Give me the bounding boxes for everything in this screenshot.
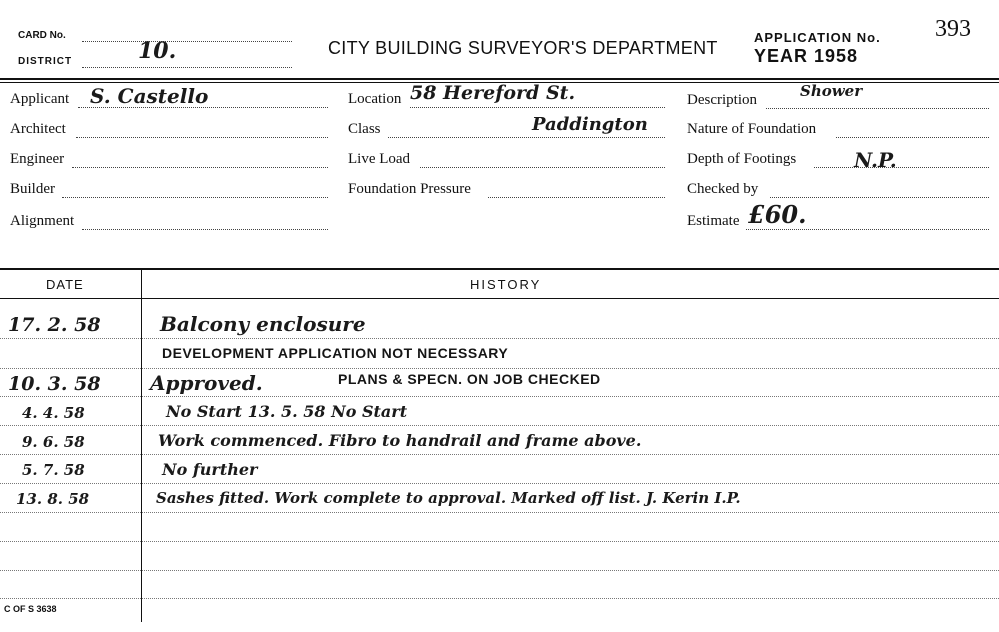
history-top-rule — [0, 268, 999, 270]
estimate-label: Estimate — [687, 213, 740, 229]
live-load-label: Live Load — [348, 151, 411, 167]
location-label: Location — [348, 91, 402, 107]
builder-line — [62, 197, 328, 198]
district-label: DISTRICT — [18, 56, 73, 67]
history-date: 13. 8. 58 — [16, 490, 90, 508]
row-rule — [0, 570, 999, 571]
top-rule — [0, 78, 999, 80]
plans-checked-stamp: PLANS & SPECN. ON JOB CHECKED — [338, 371, 601, 387]
application-number: 393 — [935, 16, 971, 42]
builder-label: Builder — [10, 181, 55, 197]
location-value: 58 Hereford St. — [410, 82, 576, 104]
row-rule — [0, 454, 999, 455]
row-rule — [0, 598, 999, 599]
alignment-line — [82, 229, 328, 230]
description-value: Shower — [800, 82, 863, 100]
row-rule — [0, 425, 999, 426]
description-line — [766, 108, 989, 109]
depth-of-footings-line — [814, 167, 989, 168]
card-no-line — [82, 41, 292, 42]
row-rule — [0, 541, 999, 542]
engineer-line — [72, 167, 328, 168]
location-line — [410, 107, 665, 108]
architect-line — [76, 137, 328, 138]
checked-by-line — [770, 197, 989, 198]
row-rule — [0, 396, 999, 397]
location-value-2: Paddington — [532, 114, 648, 135]
row-rule — [0, 338, 999, 339]
nature-of-foundation-line — [836, 137, 989, 138]
year-label: YEAR 1958 — [754, 46, 859, 66]
form-code: C OF S 3638 — [4, 604, 57, 614]
foundation-pressure-label: Foundation Pressure — [348, 181, 471, 197]
history-header-rule — [0, 298, 999, 299]
district-value: 10. — [138, 38, 177, 64]
history-entry: Approved. — [150, 371, 263, 395]
date-header: DATE — [46, 277, 84, 292]
development-stamp: DEVELOPMENT APPLICATION NOT NECESSARY — [162, 345, 509, 361]
history-date: 4. 4. 58 — [22, 404, 85, 422]
history-entry: Sashes fitted. Work complete to approval. Marked off list. J. Kerin I.P. — [156, 489, 741, 507]
history-entry: No further — [162, 460, 258, 479]
application-no-label: APPLICATION No. — [754, 30, 881, 45]
history-date: 5. 7. 58 — [22, 461, 85, 479]
applicant-label: Applicant — [10, 91, 70, 107]
architect-label: Architect — [10, 121, 66, 137]
description-label: Description — [687, 92, 757, 108]
class-line — [388, 137, 665, 138]
history-date: 9. 6. 58 — [22, 433, 85, 451]
row-rule — [0, 483, 999, 484]
history-date: 17. 2. 58 — [8, 314, 101, 336]
class-label: Class — [348, 121, 381, 137]
depth-of-footings-value: N.P. — [854, 148, 897, 172]
applicant-value: S. Castello — [90, 84, 209, 108]
estimate-line — [746, 229, 989, 230]
history-date: 10. 3. 58 — [8, 373, 101, 395]
history-entry: No Start 13. 5. 58 No Start — [166, 402, 408, 421]
history-entry: Balcony enclosure — [160, 312, 366, 336]
estimate-value: £60. — [748, 200, 807, 229]
live-load-line — [420, 167, 665, 168]
row-rule — [0, 368, 999, 369]
history-header: HISTORY — [470, 277, 542, 292]
nature-of-foundation-label: Nature of Foundation — [687, 121, 817, 137]
alignment-label: Alignment — [10, 213, 75, 229]
history-entry: Work commenced. Fibro to handrail and frame above. — [158, 431, 642, 450]
depth-of-footings-label: Depth of Footings — [687, 151, 797, 167]
row-rule — [0, 512, 999, 513]
checked-by-label: Checked by — [687, 181, 759, 197]
foundation-pressure-line — [488, 197, 665, 198]
department-title: CITY BUILDING SURVEYOR'S DEPARTMENT — [328, 38, 718, 58]
district-line — [82, 67, 292, 68]
engineer-label: Engineer — [10, 151, 65, 167]
card-no-label: CARD No. — [18, 30, 66, 41]
